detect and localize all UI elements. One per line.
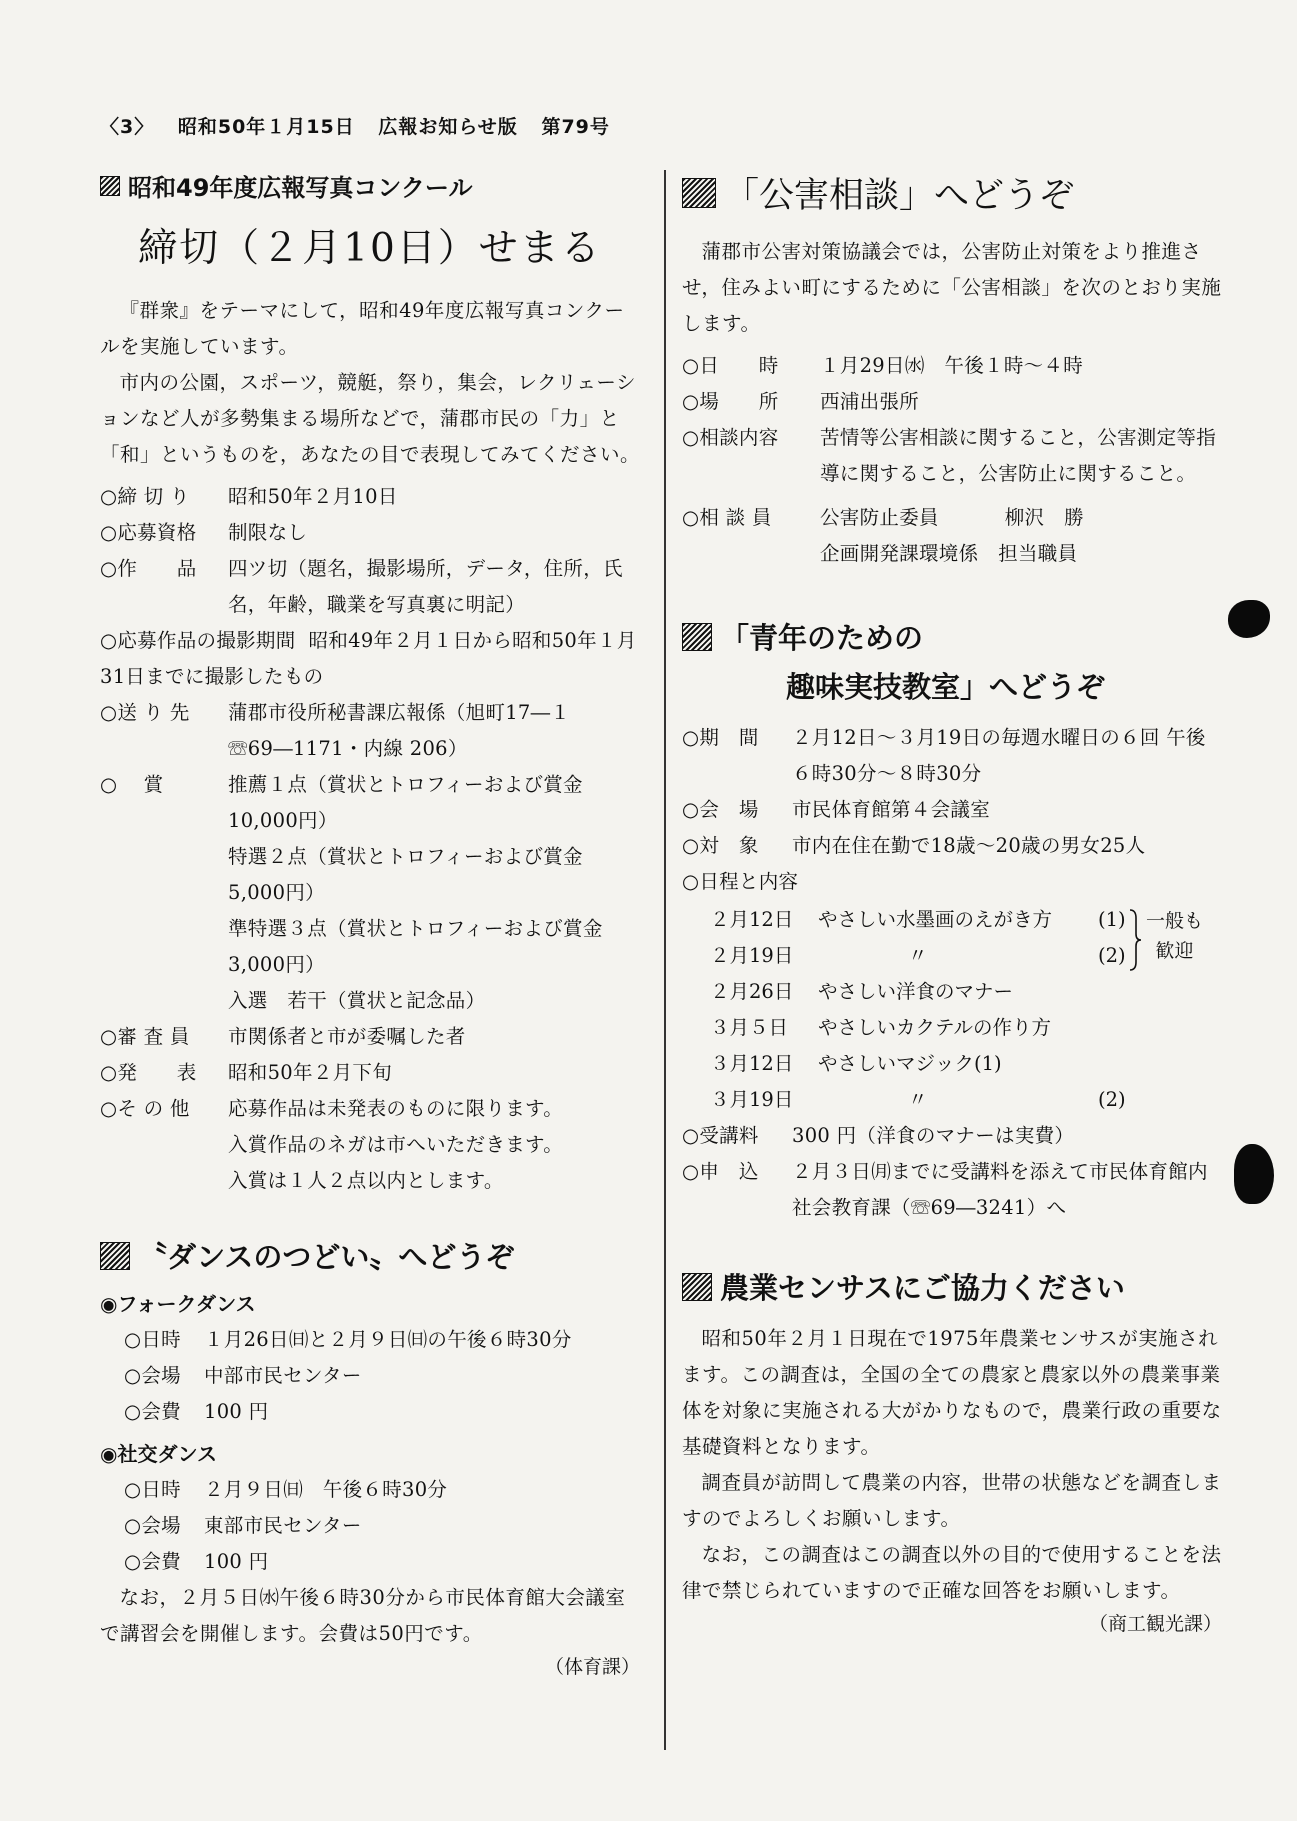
photo-contest-headline: 締切（２月10日）せまる	[138, 226, 602, 271]
social-dance-heading: ◉社交ダンス	[100, 1442, 218, 1466]
detail-row: 企画開発課環境係 担当職員	[820, 542, 1078, 565]
detail-row: ○日 時 １月29日㈬ 午後１時～４時	[682, 354, 1084, 377]
paragraph: 『群衆』をテーマにして，昭和49年度広報写真コンクールを実施しています。	[100, 299, 625, 358]
detail-row: ○締 切 り 昭和50年２月10日	[100, 485, 398, 508]
detail-row: ○会場 東部市民センター	[124, 1514, 362, 1537]
page-number: 〈3〉	[100, 116, 155, 138]
schedule-list	[710, 902, 1222, 1118]
schedule-row: ３月５日 やさしいカクテルの作り方	[710, 1016, 1052, 1039]
detail-row: ○相談内容 苦情等公害相談に関すること，公害測定等指導に関すること，公害防止に関すること。	[682, 426, 1217, 485]
issue-date: 昭和50年１月15日	[177, 116, 355, 138]
folk-dance-heading: ◉フォークダンス	[100, 1292, 256, 1316]
detail-row: ○日時 ２月９日㈰ 午後６時30分	[124, 1478, 448, 1501]
hatch-box-icon	[100, 1242, 130, 1270]
photo-contest-article	[100, 168, 640, 1199]
brace-note: 一般も 歓迎	[1146, 910, 1204, 962]
detail-row: ○そ の 他 応募作品は未発表のものに限ります。	[100, 1097, 564, 1120]
ink-blot	[1228, 600, 1270, 638]
schedule-row: ３月12日 やさしいマジック(1)	[710, 1052, 1002, 1075]
ink-blot	[1234, 1144, 1274, 1204]
dance-article	[100, 1235, 640, 1682]
pollution-details	[682, 348, 1222, 572]
column-divider	[664, 170, 666, 1750]
detail-row: ○対 象 市内在住在勤で18歳～20歳の男女25人	[682, 834, 1146, 857]
detail-row: ○場 所 西浦出張所	[682, 390, 920, 413]
detail-row: ○期 間 ２月12日～３月19日の毎週水曜日の６回 午後６時30分～８時30分	[682, 726, 1206, 785]
detail-row: ○送 り 先 蒲郡市役所秘書課広報係（旭町17―１ ☏69―1171・内線 206）	[100, 701, 571, 760]
census-article	[682, 1266, 1222, 1639]
detail-row: ○作 品 四ツ切（題名，撮影場所，データ，住所，氏名，年齢，職業を写真裏に明記）	[100, 557, 623, 616]
pollution-article	[682, 168, 1222, 572]
schedule-heading: ○日程と内容	[682, 870, 799, 893]
detail-row: ○会場 中部市民センター	[124, 1364, 362, 1387]
detail-row: ○相 談 員 公害防止委員 柳沢 勝	[682, 506, 1084, 529]
detail-row: 入賞は１人２点以内とします。	[228, 1169, 504, 1192]
hatch-box-icon	[682, 623, 712, 651]
right-column	[682, 168, 1222, 1639]
pollution-title: 「公害相談」へどうぞ	[682, 168, 1222, 218]
dance-note: なお，２月５日㈬午後６時30分から市民体育館大会議室で講習会を開催します。会費は50円です。	[100, 1586, 626, 1645]
dance-credit: （体育課）	[544, 1656, 640, 1678]
detail-row: ○応募作品の撮影期間 昭和49年２月１日から昭和50年１月31日までに撮影したもの	[100, 629, 637, 688]
schedule-row: ３月19日 〃 (2)	[710, 1088, 1126, 1111]
page-header	[100, 112, 626, 139]
contest-details	[100, 479, 640, 1199]
hobby-details	[682, 720, 1222, 1226]
detail-row: ○審 査 員 市関係者と市が委嘱した者	[100, 1025, 466, 1048]
brace-icon	[1128, 908, 1142, 972]
issue-number: 第79号	[541, 116, 610, 138]
left-column	[100, 168, 640, 1682]
paragraph: 蒲郡市公害対策協議会では，公害防止対策をより推進させ，住みよい町にするために「公害相談」を次のとおり実施します。	[682, 240, 1222, 335]
photo-contest-title: 昭和49年度広報写真コンクール	[100, 168, 640, 203]
schedule-row: ２月12日 やさしい水墨画のえがき方 (1)	[710, 908, 1126, 931]
edition-name: 広報お知らせ版	[378, 116, 518, 138]
detail-row: ○会費 100 円	[124, 1400, 269, 1423]
detail-row: 入賞作品のネガは市へいただきます。	[228, 1133, 564, 1156]
schedule-row: ２月19日 〃 (2)	[710, 944, 1126, 967]
hatch-box-icon	[682, 178, 716, 208]
hatch-box-icon	[100, 176, 120, 196]
hobby-article	[682, 616, 1222, 1226]
detail-row: ○受講料 300 円（洋食のマナーは実費）	[682, 1124, 1075, 1147]
schedule-row: ２月26日 やさしい洋食のマナー	[710, 980, 1014, 1003]
dance-title: 〝ダンスのつどい〟へどうぞ	[100, 1235, 640, 1276]
census-title: 農業センサスにご協力ください	[682, 1266, 1222, 1307]
hobby-title-line2: 趣味実技教室」へどうぞ	[786, 670, 1106, 704]
paragraph: 市内の公園，スポーツ，競艇，祭り，集会，レクリェーションなど人が多勢集まる場所などで，蒲郡市民の「力」と「和」というものを，あなたの目で表現してみてください。	[100, 371, 641, 466]
detail-row: ○応募資格 制限なし	[100, 521, 308, 544]
detail-row: ○申 込 ２月３日㈪までに受講料を添えて市民体育館内社会教育課（☏69―3241）へ	[682, 1160, 1208, 1219]
detail-row: ○会 場 市民体育館第４会議室	[682, 798, 991, 821]
detail-row: ○会費 100 円	[124, 1550, 269, 1573]
paragraph: なお，この調査はこの調査以外の目的で使用することを法律で禁じられていますので正確な回答をお願いします。	[682, 1543, 1222, 1602]
detail-row: ○日時 １月26日㈰と２月９日㈰の午後６時30分	[124, 1328, 572, 1351]
detail-row: 特選２点（賞状とトロフィーおよび賞金 5,000円）	[228, 845, 583, 904]
paragraph: 昭和50年２月１日現在で1975年農業センサスが実施されます。この調査は，全国の全ての農家と農家以外の農業事業体を対象に実施される大がかりなもので，農業行政の重要な基礎資料となります。	[682, 1327, 1222, 1458]
detail-row: 準特選３点（賞状とトロフィーおよび賞金 3,000円）	[228, 917, 603, 976]
detail-row: ○ 賞 推薦１点（賞状とトロフィーおよび賞金 10,000円）	[100, 773, 583, 832]
hobby-title-line1: 「青年のための	[682, 616, 1222, 657]
hatch-box-icon	[682, 1273, 712, 1301]
paragraph: 調査員が訪問して農業の内容，世帯の状態などを調査しますのでよろしくお願いします。	[682, 1471, 1222, 1530]
census-credit: （商工観光課）	[1088, 1613, 1222, 1635]
detail-row: ○発 表 昭和50年２月下旬	[100, 1061, 393, 1084]
detail-row: 入選 若干（賞状と記念品）	[228, 989, 486, 1012]
